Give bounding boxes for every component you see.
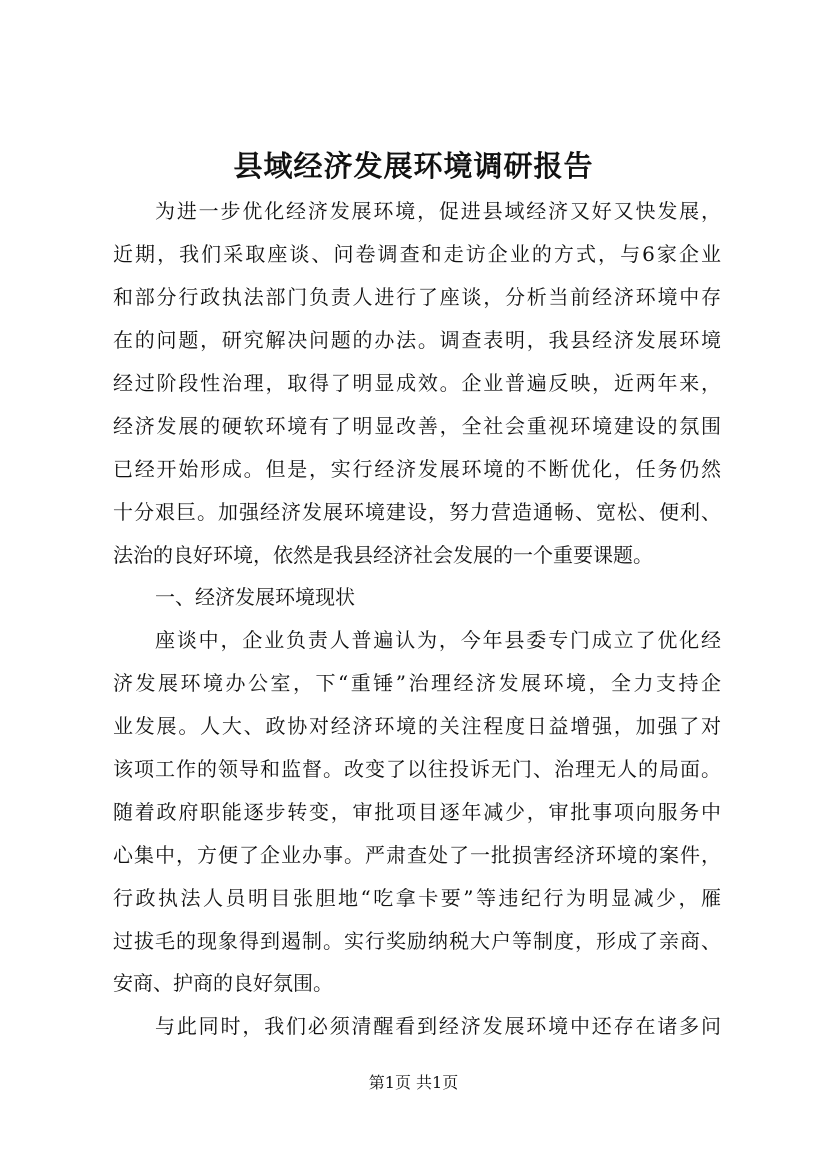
- body-line: 经过阶段性治理，取得了明显成效。企业普遍反映，近两年来，: [113, 371, 721, 395]
- body-line: 已经开始形成。但是，实行经济发展环境的不断优化，任务仍然: [113, 457, 721, 481]
- body-line: 安商、护商的良好氛围。: [113, 971, 333, 995]
- body-line: 和部分行政执法部门负责人进行了座谈，分析当前经济环境中存: [113, 285, 721, 309]
- body-line: 该项工作的领导和监督。改变了以往投诉无门、治理无人的局面。: [113, 757, 721, 781]
- document-title: 县域经济发展环境调研报告: [233, 149, 594, 183]
- body-line: 业发展。人大、政协对经济环境的关注程度日益增强，加强了对: [113, 714, 721, 738]
- body-line: 随着政府职能逐步转变，审批项目逐年减少，审批事项向服务中: [113, 800, 721, 824]
- body-line: 座谈中，企业负责人普遍认为，今年县委专门成立了优化经: [155, 628, 721, 652]
- page-number: 第1页 共1页: [368, 1073, 459, 1092]
- body-line: 经济发展的硬软环境有了明显改善，全社会重视环境建设的氛围: [113, 414, 721, 438]
- body-line: 近期，我们采取座谈、问卷调查和走访企业的方式，与6家企业: [113, 242, 721, 266]
- body-line: 在的问题，研究解决问题的办法。调查表明，我县经济发展环境: [113, 328, 721, 352]
- body-line: 行政执法人员明目张胆地“吃拿卡要”等违纪行为明显减少，雁: [113, 886, 721, 910]
- section-heading: 一、经济发展环境现状: [155, 585, 355, 609]
- body-line: 心集中，方便了企业办事。严肃查处了一批损害经济环境的案件，: [113, 843, 721, 867]
- body-line: 法治的良好环境，依然是我县经济社会发展的一个重要课题。: [113, 543, 653, 567]
- body-line: 十分艰巨。加强经济发展环境建设，努力营造通畅、宽松、便利、: [113, 500, 721, 524]
- body-line: 过拔毛的现象得到遏制。实行奖励纳税大户等制度，形成了亲商、: [113, 929, 721, 953]
- body-line: 济发展环境办公室，下“重锤”治理经济发展环境，全力支持企: [113, 671, 721, 695]
- body-line: 为进一步优化经济发展环境，促进县域经济又好又快发展，: [155, 199, 721, 223]
- body-line: 与此同时，我们必须清醒看到经济发展环境中还存在诸多问: [155, 1014, 721, 1038]
